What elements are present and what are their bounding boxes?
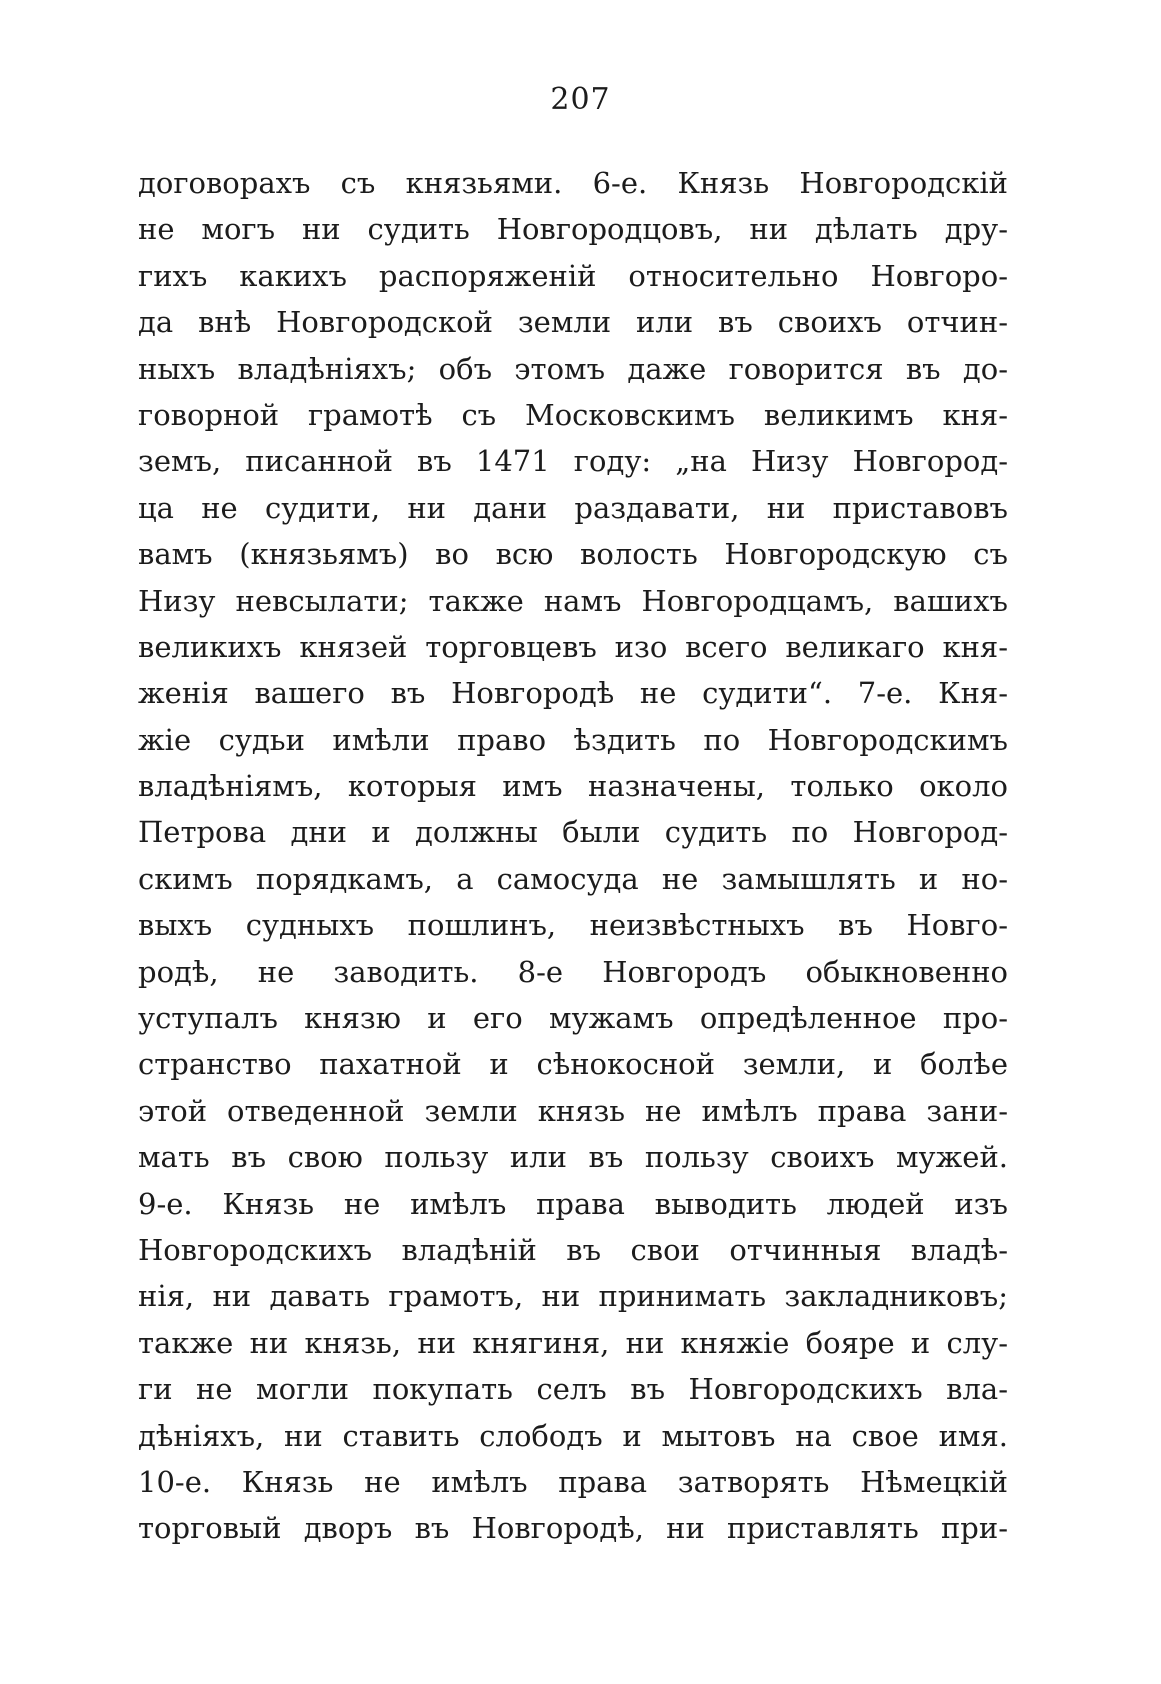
text-line: уступалъ князю и его мужамъ опредѣленное про- xyxy=(138,1001,1008,1036)
text-line: скимъ порядкамъ, а самосуда не замышлять и но- xyxy=(138,861,1008,896)
text-line: женія вашего въ Новгородѣ не судити“. 7-е. Кня- xyxy=(138,676,1008,711)
page-number: 207 xyxy=(550,82,611,117)
text-line: да внѣ Новгородской земли или въ своихъ отчин- xyxy=(138,305,1008,340)
text-line: вамъ (князьямъ) во всю волость Новгородскую съ xyxy=(138,537,1008,572)
text-line: странство пахатной и сѣнокосной земли, и болѣе xyxy=(138,1047,1008,1082)
text-line: также ни князь, ни княгиня, ни княжіе бояре и слу- xyxy=(138,1325,1008,1360)
text-line: родѣ, не заводить. 8-е Новгородъ обыкновенно xyxy=(138,954,1008,989)
text-line: говорной грамотѣ съ Московскимъ великимъ кня- xyxy=(138,397,1008,432)
text-line: Новгородскихъ владѣній въ свои отчинныя владѣ- xyxy=(138,1232,1008,1267)
text-line: нія, ни давать грамотъ, ни принимать закладниковъ; xyxy=(138,1279,1008,1314)
text-line: выхъ судныхъ пошлинъ, неизвѣстныхъ въ Новго- xyxy=(138,908,1008,943)
text-line: гихъ какихъ распоряженій относительно Новгоро- xyxy=(138,258,1008,293)
text-line: договорахъ съ князьями. 6-е. Князь Новгородскій xyxy=(138,166,1008,200)
text-line: не могъ ни судить Новгородцовъ, ни дѣлать дру- xyxy=(138,212,1008,247)
body-text xyxy=(138,160,1008,1552)
text-line: ги не могли покупать селъ въ Новгородскихъ вла- xyxy=(138,1372,1008,1407)
text-line: мать въ свою пользу или въ пользу своихъ мужей. xyxy=(138,1140,1008,1175)
text-line: 10-е. Князь не имѣлъ права затворять Нѣмецкій xyxy=(138,1464,1008,1499)
text-line: Низу невсылати; также намъ Новгородцамъ, вашихъ xyxy=(138,583,1008,618)
text-line: земъ, писанной въ 1471 году: „на Низу Новгород- xyxy=(138,444,1008,479)
text-line: торговый дворъ въ Новгородѣ, ни приставлять при- xyxy=(138,1511,1008,1546)
text-line: Петрова дни и должны были судить по Новгород- xyxy=(138,815,1008,850)
text-line: ныхъ владѣніяхъ; объ этомъ даже говорится въ до- xyxy=(138,351,1008,386)
text-line: великихъ князей торговцевъ изо всего великаго кня- xyxy=(138,629,1008,664)
text-line: дѣніяхъ, ни ставить слободъ и мытовъ на свое имя. xyxy=(138,1418,1008,1453)
text-line: этой отведенной земли князь не имѣлъ права зани- xyxy=(138,1093,1008,1128)
text-line: жіе судьи имѣли право ѣздить по Новгородскимъ xyxy=(138,722,1008,757)
text-line: 9-е. Князь не имѣлъ права выводить людей изъ xyxy=(138,1186,1008,1221)
text-line: владѣніямъ, которыя имъ назначены, только около xyxy=(138,769,1008,804)
text-line: ца не судити, ни дани раздавати, ни приставовъ xyxy=(138,490,1008,525)
